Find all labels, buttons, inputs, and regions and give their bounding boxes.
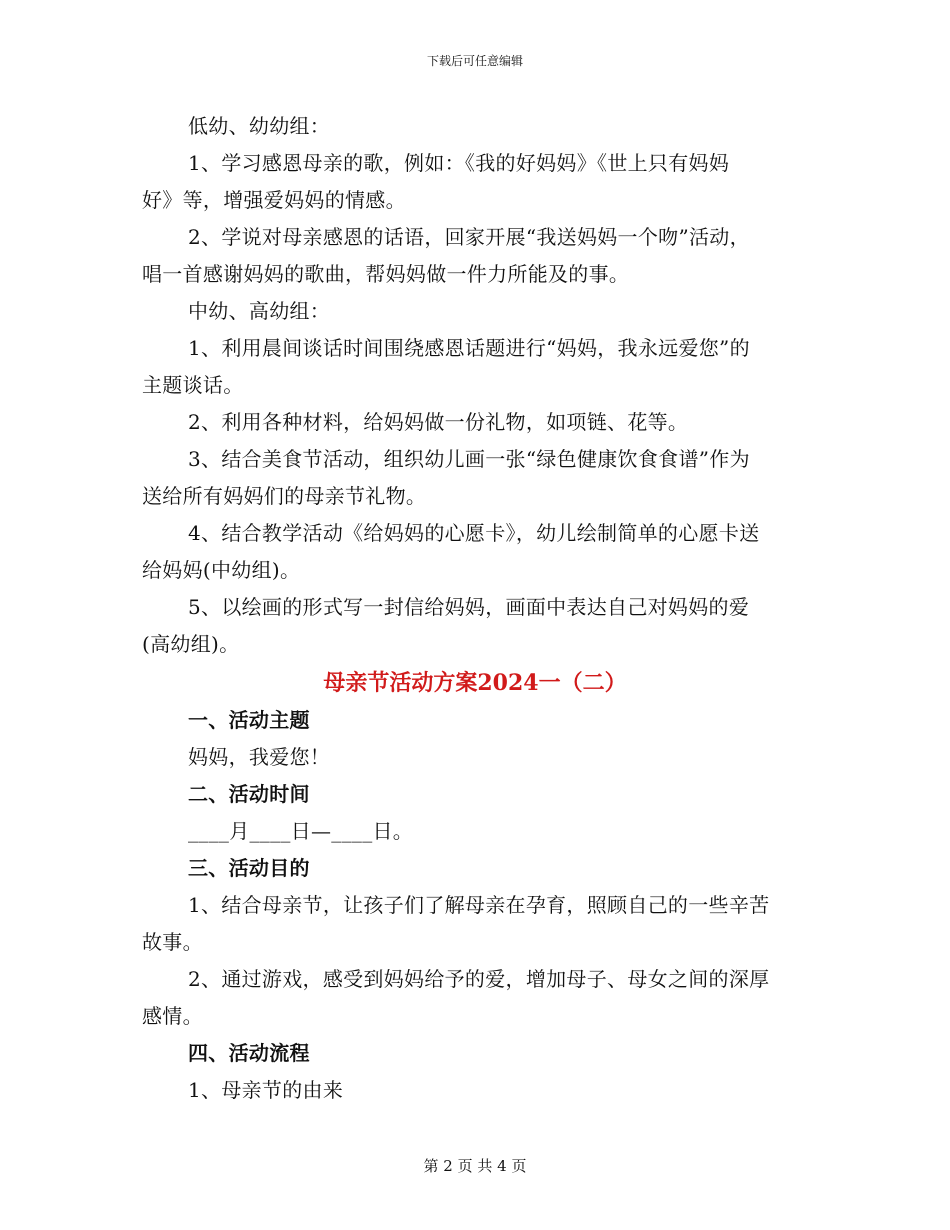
text-line: 低幼、幼幼组： <box>188 114 331 138</box>
text-line: 5、以绘画的形式写一封信给妈妈，画面中表达自己对妈妈的爱 <box>188 595 750 619</box>
page-footer: 第 2 页 共 4 页 <box>423 1157 527 1175</box>
text-line: 给妈妈(中幼组)。 <box>142 558 301 582</box>
text-line: ____月____日—____日。 <box>188 819 414 843</box>
text-line: 故事。 <box>142 930 203 954</box>
section-heading: 三、活动目的 <box>188 856 310 880</box>
text-line: 感情。 <box>142 1004 203 1028</box>
section-heading: 二、活动时间 <box>188 782 310 806</box>
text-line: 2、利用各种材料，给妈妈做一份礼物，如项链、花等。 <box>188 410 689 434</box>
text-line: 4、结合教学活动《给妈妈的心愿卡》，幼儿绘制简单的心愿卡送 <box>188 521 760 545</box>
section-title: 母亲节活动方案2024一（二） <box>323 670 627 696</box>
section-heading: 四、活动流程 <box>188 1041 310 1065</box>
part-two-paragraphs <box>142 702 808 1109</box>
text-line: 1、母亲节的由来 <box>188 1078 344 1102</box>
text-line: 送给所有妈妈们的母亲节礼物。 <box>142 484 427 508</box>
section-heading: 一、活动主题 <box>188 708 310 732</box>
text-line: 2、学说对母亲感恩的话语，回家开展“我送妈妈一个吻”活动， <box>188 225 750 249</box>
text-line: 1、利用晨间谈话时间围绕感恩话题进行“妈妈，我永远爱您”的 <box>188 336 750 360</box>
part-one-paragraphs <box>142 108 808 663</box>
text-line: 妈妈，我爱您！ <box>188 745 331 769</box>
text-line: 主题谈话。 <box>142 373 244 397</box>
text-line: (高幼组)。 <box>142 632 240 656</box>
text-line: 2、通过游戏，感受到妈妈给予的爱，增加母子、母女之间的深厚 <box>188 967 770 991</box>
page-header: 下载后可任意编辑 <box>426 54 523 68</box>
text-line: 1、学习感恩母亲的歌，例如：《我的好妈妈》《世上只有妈妈 <box>188 151 730 175</box>
text-line: 3、结合美食节活动，组织幼儿画一张“绿色健康饮食食谱”作为 <box>188 447 750 471</box>
document-body <box>142 108 808 1109</box>
text-line: 1、结合母亲节，让孩子们了解母亲在孕育，照顾自己的一些辛苦 <box>188 893 770 917</box>
text-line: 中幼、高幼组： <box>188 299 331 323</box>
text-line: 好》等，增强爱妈妈的情感。 <box>142 188 406 212</box>
text-line: 唱一首感谢妈妈的歌曲，帮妈妈做一件力所能及的事。 <box>142 262 630 286</box>
